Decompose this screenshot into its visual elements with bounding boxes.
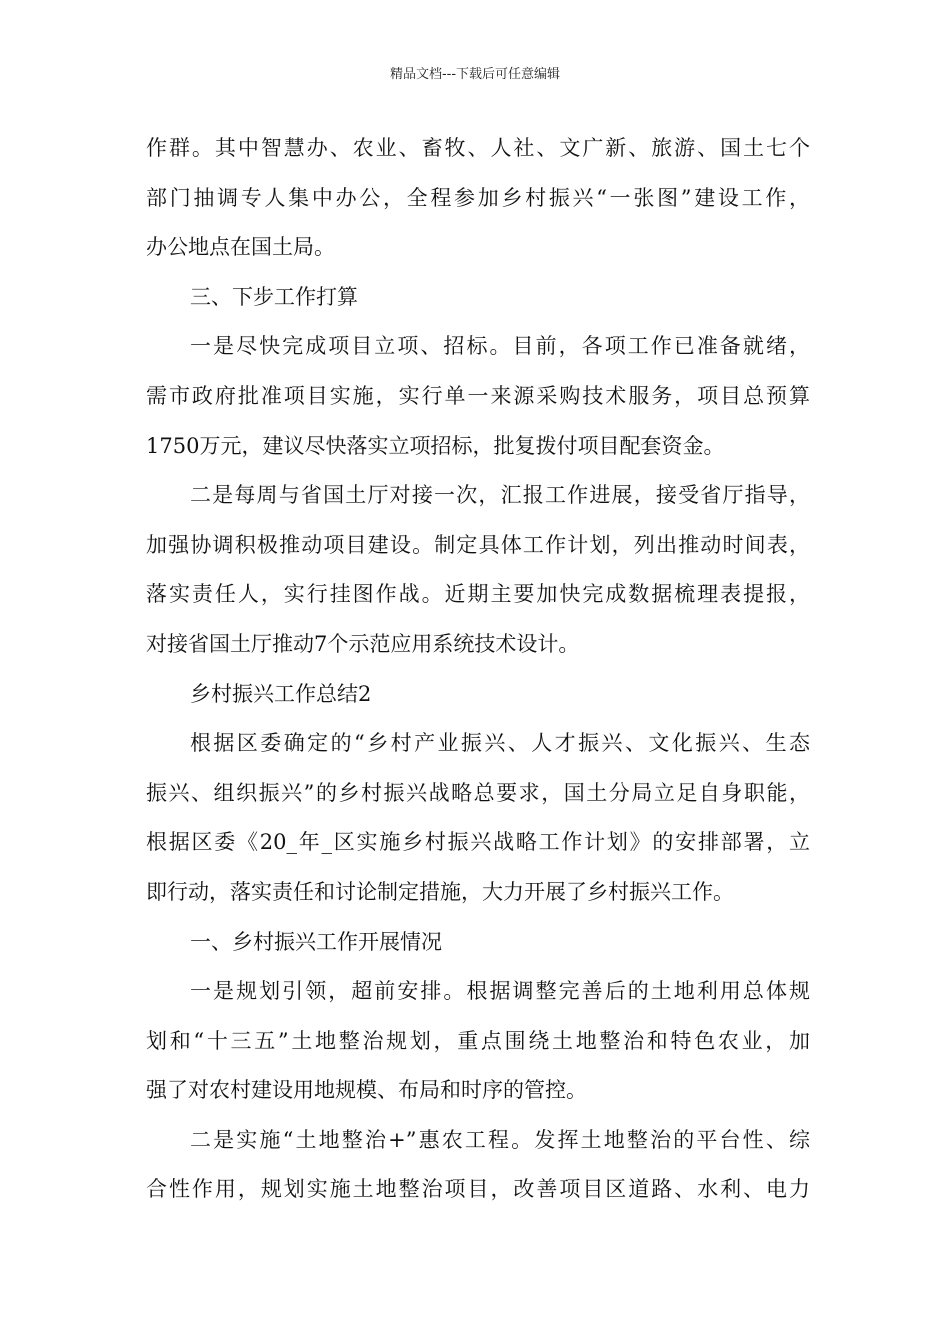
text-line: 二是每周与省国土厅对接一次，汇报工作进展，接受省厅指导，: [190, 483, 810, 508]
text-line: 部门抽调专人集中办公，全程参加乡村振兴“一张图”建设工作，: [146, 185, 810, 210]
section-heading: 一、乡村振兴工作开展情况: [190, 929, 442, 954]
text-line: 对接省国土厅推动7个示范应用系统技术设计。: [146, 631, 580, 656]
text-line: 办公地点在国土局。: [146, 235, 335, 260]
text-line: 合性作用，规划实施土地整治项目，改善项目区道路、水利、电力: [146, 1177, 810, 1202]
document-body: [146, 124, 810, 1215]
text-line: 根据区委确定的“乡村产业振兴、人才振兴、文化振兴、生态: [190, 731, 810, 756]
text-line: 作群。其中智慧办、农业、畜牧、人社、文广新、旅游、国土七个: [146, 136, 810, 160]
text-line: 即行动，落实责任和讨论制定措施，大力开展了乡村振兴工作。: [146, 879, 734, 904]
text-line: 需市政府批准项目实施，实行单一来源采购技术服务，项目总预算: [146, 383, 810, 408]
text-line: 一是尽快完成项目立项、招标。目前，各项工作已准备就绪，: [190, 334, 810, 359]
text-line: 1750万元，建议尽快落实立项招标，批复拨付项目配套资金。: [146, 433, 725, 458]
text-line: 落实责任人，实行挂图作战。近期主要加快完成数据梳理表提报，: [146, 582, 810, 607]
text-line: 根据区委《20_年_区实施乡村振兴战略工作计划》的安排部署，立: [146, 830, 810, 855]
text-line: 加强协调积极推动项目建设。制定具体工作计划，列出推动时间表，: [146, 532, 810, 557]
page-header: 精品文档---下载后可任意编辑: [389, 67, 561, 82]
section-heading: 三、下步工作打算: [190, 284, 358, 309]
text-line: 划和“十三五”土地整治规划，重点围绕土地整治和特色农业，加: [146, 1028, 810, 1053]
text-line: 振兴、组织振兴”的乡村振兴战略总要求，国土分局立足自身职能，: [146, 780, 810, 805]
text-line: 二是实施“土地整治+”惠农工程。发挥土地整治的平台性、综: [190, 1127, 810, 1152]
text-line: 强了对农村建设用地规模、布局和时序的管控。: [146, 1078, 587, 1103]
text-line: 一是规划引领，超前安排。根据调整完善后的土地利用总体规: [190, 979, 810, 1004]
document-title: 乡村振兴工作总结2: [190, 681, 372, 706]
